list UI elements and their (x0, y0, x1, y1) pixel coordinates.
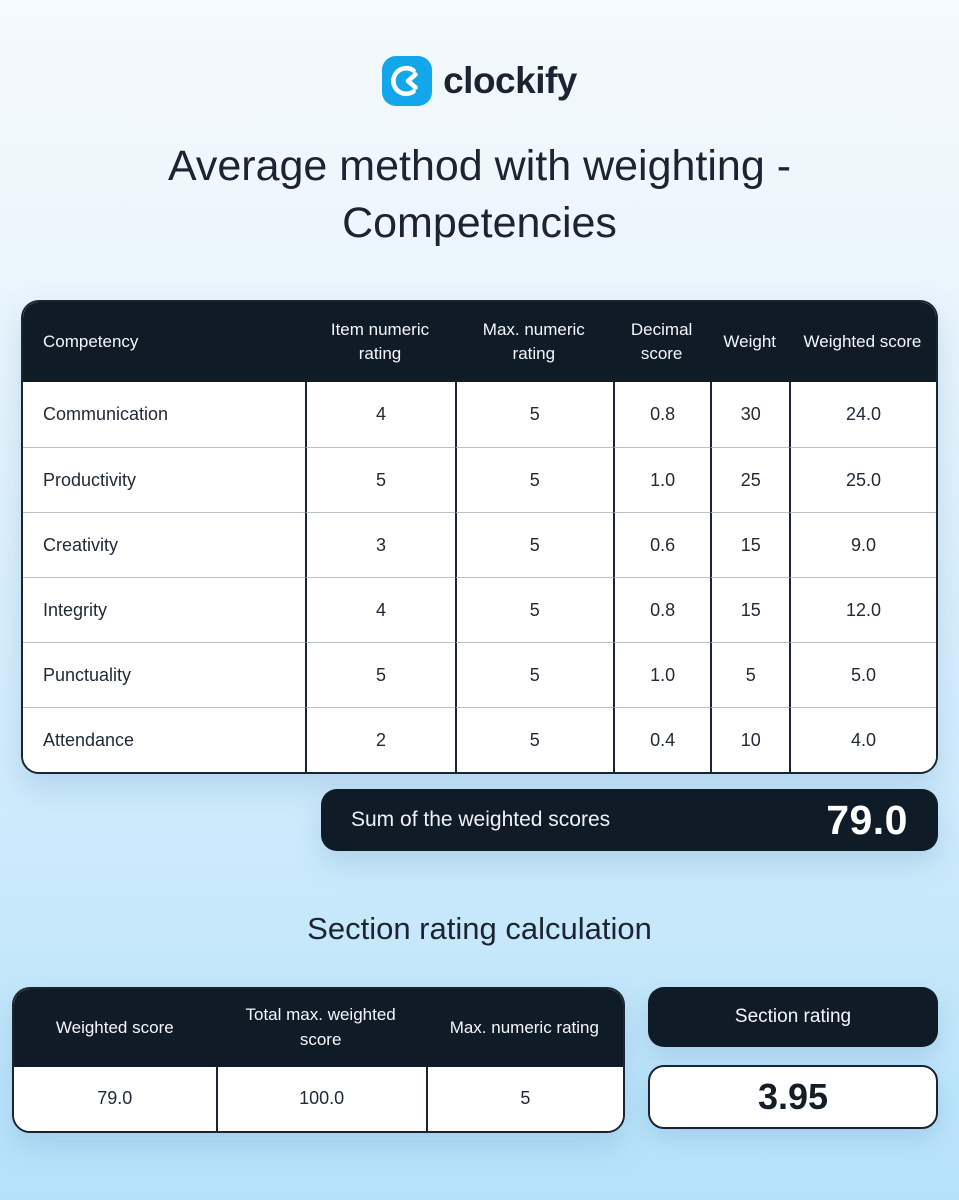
weighted-score-value: 79.0 (97, 1088, 133, 1109)
weight-cell: 15 (710, 577, 789, 642)
weight-cell: 15 (710, 512, 789, 577)
item-rating-cell: 4 (305, 577, 455, 642)
item-rating-cell: 5 (305, 642, 455, 707)
max-numeric-rating-value: 5 (426, 1067, 623, 1131)
competency-cell: Productivity (23, 447, 305, 512)
competencies-table-header (23, 302, 936, 382)
max-rating-cell: 5 (455, 512, 613, 577)
weighted-score-cell: 5.0 (789, 642, 936, 707)
decimal-score-cell: 1.0 (613, 447, 711, 512)
decimal-score-cell: 0.4 (613, 707, 711, 772)
section-rating-label: Section rating (648, 987, 938, 1047)
header-weighted-score: Weighted score (55, 1017, 174, 1037)
decimal-score-cell: 1.0 (613, 642, 711, 707)
page-title: Average method with weighting - Competencies (167, 142, 792, 248)
header-max-numeric-rating: Max. numeric rating (449, 1017, 599, 1037)
weight-cell: 25 (710, 447, 789, 512)
decimal-score-cell: 0.6 (613, 512, 711, 577)
header-decimal-score: Decimal score (630, 319, 693, 364)
calc-table-values-row (14, 1067, 623, 1131)
decimal-score-cell: 0.8 (613, 577, 711, 642)
table-row (23, 642, 936, 707)
max-rating-cell: 5 (455, 642, 613, 707)
item-rating-cell: 2 (305, 707, 455, 772)
table-row (23, 577, 936, 642)
calc-table-header (14, 989, 623, 1066)
max-rating-cell: 5 (455, 447, 613, 512)
weighted-score-cell: 4.0 (789, 707, 936, 772)
weighted-score-cell: 25.0 (789, 447, 936, 512)
header-competency: Competency (43, 332, 139, 352)
brand-wordmark: clockify (443, 60, 577, 101)
weight-cell: 30 (710, 382, 789, 447)
table-row (23, 447, 936, 512)
table-row (23, 382, 936, 447)
item-rating-cell: 3 (305, 512, 455, 577)
item-rating-cell: 4 (305, 382, 455, 447)
calc-table (12, 987, 625, 1132)
weight-cell: 10 (710, 707, 789, 772)
weighted-score-cell: 24.0 (789, 382, 936, 447)
competency-cell: Communication (43, 404, 169, 425)
header-total-max-weighted-score: Total max. weighted score (245, 1005, 396, 1050)
sum-value: 79.0 (826, 796, 908, 843)
competency-cell: Punctuality (23, 642, 305, 707)
section-rating-calculation-heading: Section rating calculation (307, 911, 652, 947)
sum-label: Sum of the weighted scores (351, 808, 611, 832)
max-rating-cell: 5 (455, 577, 613, 642)
header-weight: Weight (723, 332, 777, 352)
weighted-score-cell: 9.0 (789, 512, 936, 577)
total-max-weighted-score-value: 100.0 (216, 1067, 426, 1131)
section-rating-column (648, 987, 938, 1129)
header-item-numeric-rating: Item numeric rating (330, 319, 430, 364)
competencies-table (21, 300, 938, 774)
decimal-score-cell: 0.8 (613, 382, 711, 447)
item-rating-cell: 5 (305, 447, 455, 512)
competency-cell: Attendance (23, 707, 305, 772)
section-rating-value: 3.95 (648, 1065, 938, 1129)
weight-cell: 5 (710, 642, 789, 707)
header-weighted-score: Weighted score (803, 332, 922, 352)
brand-logo (0, 0, 959, 106)
header-max-numeric-rating: Max. numeric rating (482, 319, 585, 364)
max-rating-cell: 5 (455, 382, 613, 447)
max-rating-cell: 5 (455, 707, 613, 772)
table-row (23, 707, 936, 772)
table-row (23, 512, 936, 577)
clockify-clock-icon (382, 56, 432, 106)
competency-cell: Integrity (23, 577, 305, 642)
competency-cell: Creativity (23, 512, 305, 577)
section-rating-area (12, 987, 938, 1132)
sum-weighted-scores-bar (321, 789, 938, 851)
weighted-score-cell: 12.0 (789, 577, 936, 642)
